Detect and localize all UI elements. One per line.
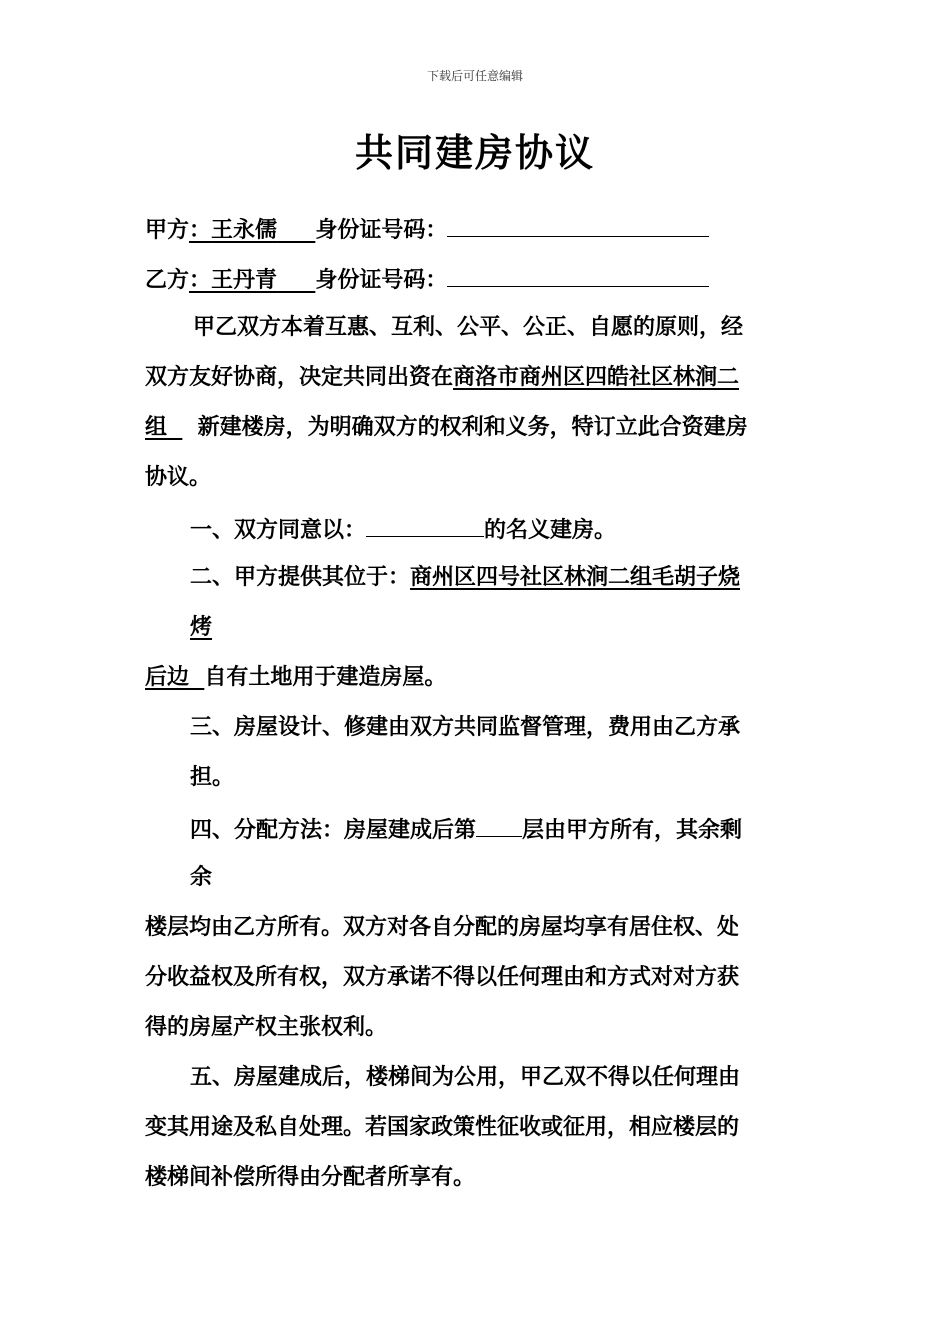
intro-line-4: 协议。 xyxy=(145,464,212,490)
land-location-1: 商州区四号社区林涧二组毛胡子烧 xyxy=(410,564,741,590)
party-b-id-label: 身份证号码： xyxy=(315,267,448,293)
clause-5-line-2: 变其用途及私自处理。若国家政策性征收或征用，相应楼层的 xyxy=(145,1114,740,1140)
clause-3-line-1: 三、房屋设计、修建由双方共同监督管理，费用由乙方承 xyxy=(190,714,741,740)
party-b-name: 王丹青 xyxy=(211,267,278,293)
clause-4-line-4: 分收益权及所有权，双方承诺不得以任何理由和方式对对方获 xyxy=(145,964,740,990)
party-b-name-field: ：王丹青 xyxy=(189,267,278,293)
party-a-id-blank xyxy=(447,212,709,237)
document-title: 共同建房协议 xyxy=(354,130,595,175)
party-b-line xyxy=(145,262,709,295)
clause-1-name-blank xyxy=(366,512,484,537)
clause-4-floor-blank xyxy=(476,812,522,837)
party-a-line xyxy=(145,212,709,245)
clause-1: 一、双方同意以： 的名义建房。 xyxy=(190,512,616,545)
clause-5-line-3: 楼梯间补偿所得由分配者所享有。 xyxy=(145,1164,476,1190)
party-a-label: 甲方 xyxy=(145,217,190,243)
header-note: 下载后可任意编辑 xyxy=(426,69,523,83)
clause-2-line-2 xyxy=(190,612,212,642)
clause-4-line-2: 余 xyxy=(190,864,213,890)
clause-2-line-1: 二、甲方提供其位于：商州区四号社区林涧二组毛胡子烧 xyxy=(190,564,741,590)
party-a-name-field: ：王永儒 xyxy=(189,217,278,243)
party-b-id-blank xyxy=(447,262,709,287)
clause-4-line-5: 得的房屋产权主张权利。 xyxy=(145,1014,388,1040)
land-location-3: 后边 xyxy=(145,664,190,690)
intro-line-1: 甲乙双方本着互惠、互利、公平、公正、自愿的原则，经 xyxy=(193,314,744,340)
intro-line-3: 组 新建楼房，为明确双方的权利和义务，特订立此合资建房 xyxy=(145,414,748,440)
clause-4-line-1: 四、分配方法：房屋建成后第 层由甲方所有，其余剩 xyxy=(190,812,742,845)
clause-3-line-2: 担。 xyxy=(190,764,235,790)
land-location-2: 烤 xyxy=(190,614,213,640)
clause-5-line-1: 五、房屋建成后，楼梯间为公用，甲乙双不得以任何理由 xyxy=(190,1064,741,1090)
build-location-2: 组 xyxy=(145,414,168,440)
clause-2-line-3: 后边 自有土地用于建造房屋。 xyxy=(145,664,447,690)
clause-4-line-3: 楼层均由乙方所有。双方对各自分配的房屋均享有居住权、处 xyxy=(145,914,740,940)
party-b-label: 乙方 xyxy=(145,267,190,293)
intro-line-2: 双方友好协商，决定共同出资在商洛市商州区四皓社区林涧二 xyxy=(145,364,740,390)
build-location-1: 商洛市商州区四皓社区林涧二 xyxy=(453,364,740,390)
party-a-name: 王永儒 xyxy=(211,217,278,243)
party-a-id-label: 身份证号码： xyxy=(315,217,448,243)
